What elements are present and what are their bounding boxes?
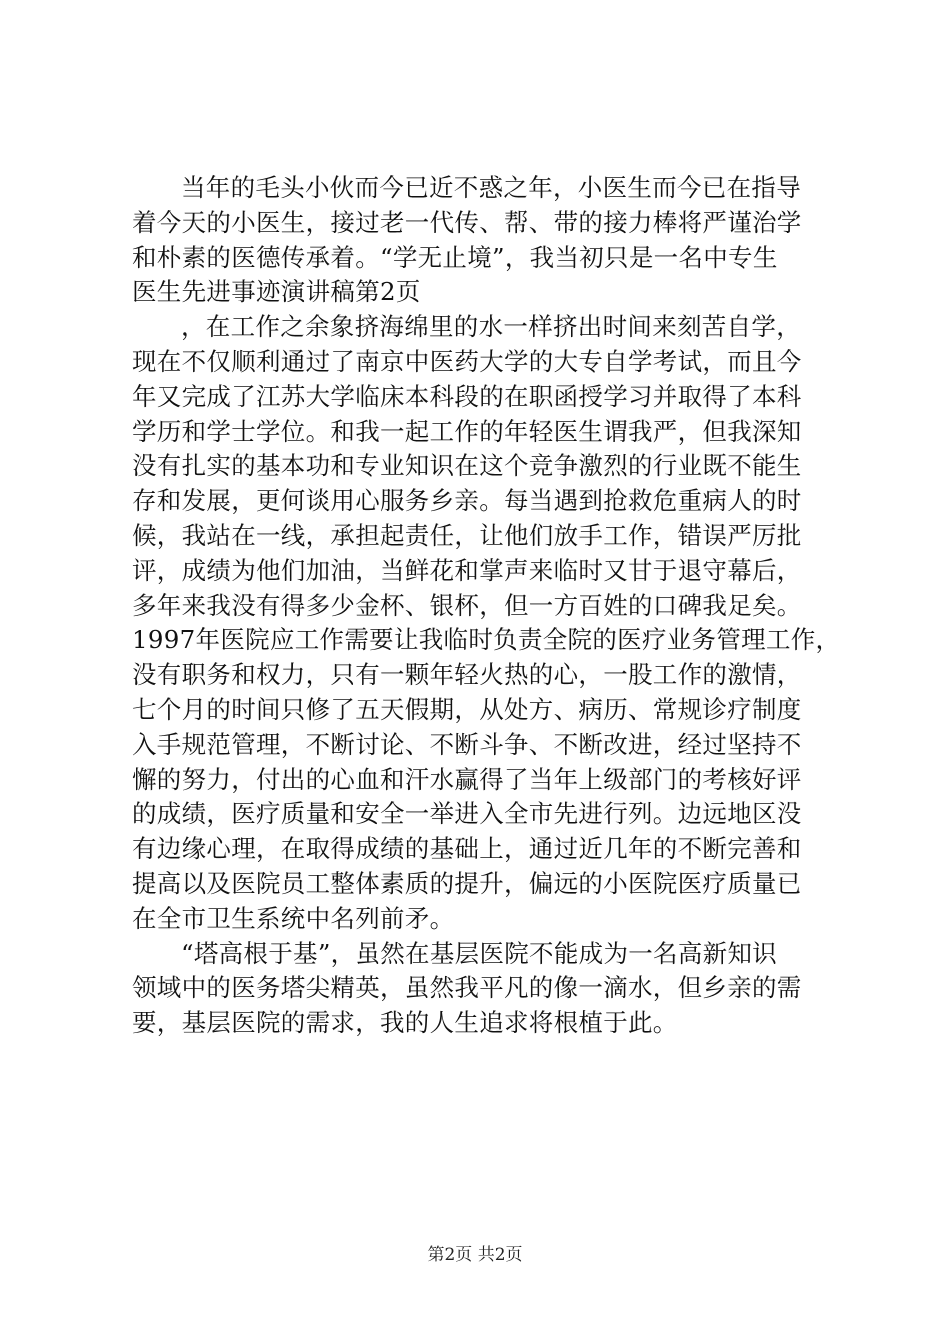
paragraph-line: 有边缘心理，在取得成绩的基础上，通过近几年的不断完善和 <box>132 834 802 864</box>
paragraph-line: 学历和学士学位。和我一起工作的年轻医生谓我严，但我深知 <box>132 416 802 446</box>
paragraph-line: 1997年医院应工作需要让我临时负责全院的医疗业务管理工作， <box>132 625 841 655</box>
paragraph-line: 入手规范管理，不断讨论、不断斗争、不断改进，经过坚持不 <box>132 729 802 759</box>
paragraph-line: 年又完成了江苏大学临床本科段的在职函授学习并取得了本科 <box>132 381 802 411</box>
paragraph-line: “塔高根于基”，虽然在基层医院不能成为一名高新知识 <box>181 938 778 968</box>
paragraph-line: 候，我站在一线，承担起责任，让他们放手工作，错误严厉批 <box>132 520 802 550</box>
paragraph-line: 现在不仅顺利通过了南京中医药大学的大专自学考试，而且今 <box>132 346 802 376</box>
paragraph-line: 没有扎实的基本功和专业知识在这个竞争激烈的行业既不能生 <box>132 451 802 481</box>
page-number: 第2页 共2页 <box>427 1245 523 1265</box>
paragraph-line: 要，基层医院的需求，我的人生追求将根植于此。 <box>132 1008 678 1038</box>
paragraph-line: 存和发展，更何谈用心服务乡亲。每当遇到抢救危重病人的时 <box>132 486 802 516</box>
paragraph-line: 懈的努力，付出的心血和汗水赢得了当年上级部门的考核好评 <box>132 764 802 794</box>
paragraph-line: 提高以及医院员工整体素质的提升，偏远的小医院医疗质量已 <box>132 868 802 898</box>
page-footer <box>0 1243 950 1267</box>
paragraph-line: 的成绩，医疗质量和安全一举进入全市先进行列。边远地区没 <box>132 799 802 829</box>
paragraph-line: 多年来我没有得多少金杯、银杯，但一方百姓的口碑我足矣。 <box>132 590 802 620</box>
paragraph-line: 评，成绩为他们加油，当鲜花和掌声来临时又甘于退守幕后， <box>132 555 802 585</box>
paragraph-line: 着今天的小医生，接过老一代传、帮、带的接力棒将严谨治学 <box>132 207 802 237</box>
paragraph-line: 医生先进事迹演讲稿第2页 <box>132 277 421 307</box>
paragraph-line: 和朴素的医德传承着。“学无止境”，我当初只是一名中专生 <box>132 242 778 272</box>
paragraph-line: ，在工作之余象挤海绵里的水一样挤出时间来刻苦自学， <box>181 312 801 342</box>
paragraph-line: 领域中的医务塔尖精英，虽然我平凡的像一滴水，但乡亲的需 <box>132 973 802 1003</box>
body-text <box>132 171 841 1041</box>
paragraph-line: 没有职务和权力，只有一颗年轻火热的心，一股工作的激情， <box>132 660 802 690</box>
paragraph-line: 在全市卫生系统中名列前矛。 <box>132 903 455 933</box>
paragraph-line: 七个月的时间只修了五天假期，从处方、病历、常规诊疗制度 <box>132 694 802 724</box>
paragraph-line: 当年的毛头小伙而今已近不惑之年，小医生而今已在指导 <box>181 173 801 202</box>
